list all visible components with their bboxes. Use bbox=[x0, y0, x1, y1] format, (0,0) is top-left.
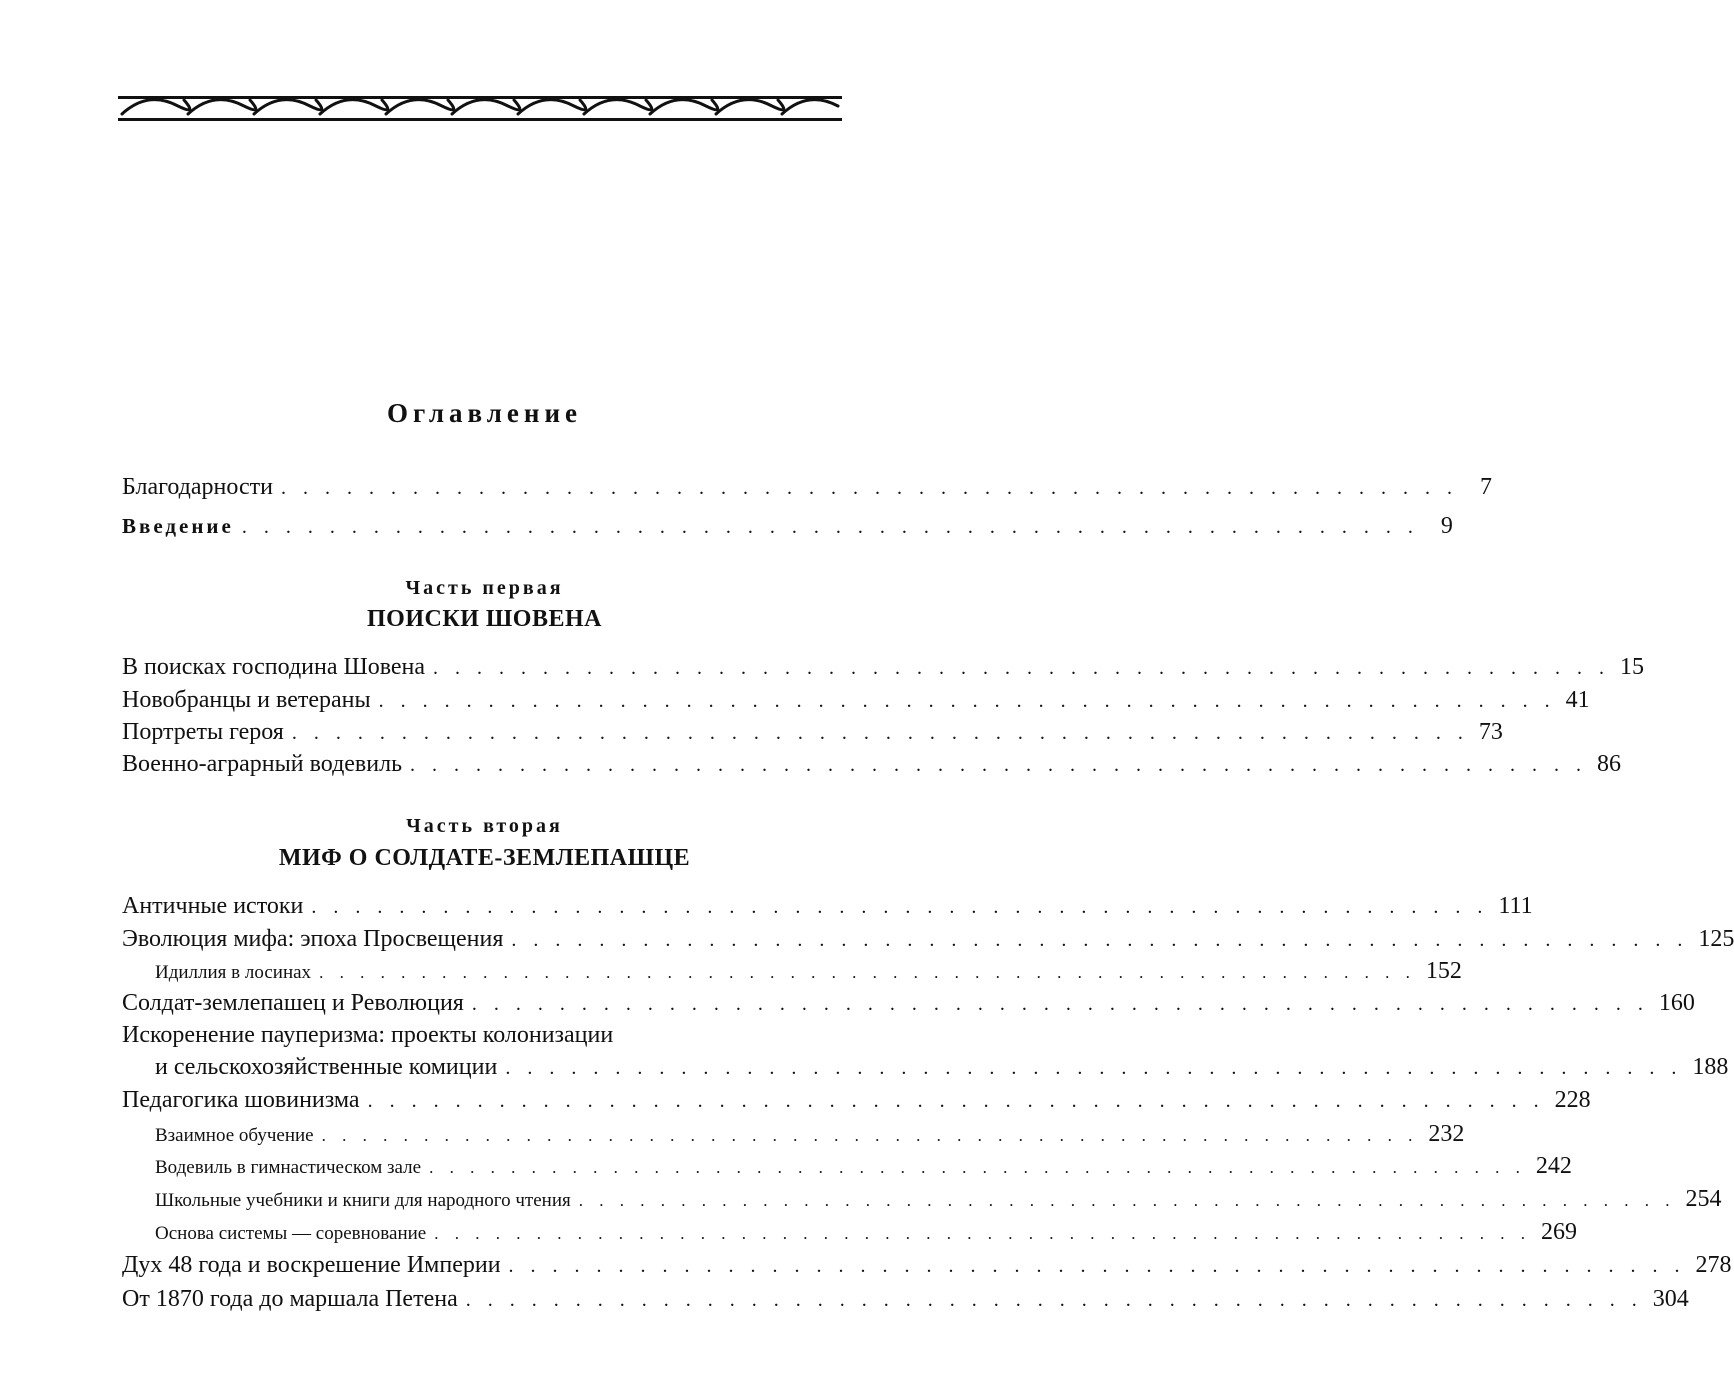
leader-dots: . . . . . . . . . . . . . . . . . . . . . . . . . . . . . . . . . . . . . . . . . . . . . . . . . . . . . . bbox=[280, 477, 1458, 499]
toc-entry[interactable] bbox=[122, 513, 1453, 543]
leader-dots: . . . . . . . . . . . . . . . . . . . . . . . . . . . . . . . . . . . . . . . . . . . . . . . . . . . . . . bbox=[434, 1224, 1531, 1243]
leader-dots: . . . . . . . . . . . . . . . . . . . . . . . . . . . . . . . . . . . . . . . . . . . . . . . . . . . . . . bbox=[410, 754, 1588, 776]
entry-label: Взаимное обучение bbox=[155, 1125, 314, 1146]
part-title: МИФ О СОЛДАТЕ-ЗЕМЛЕПАШЦЕ bbox=[278, 845, 691, 871]
entry-page: 188 bbox=[1692, 1054, 1729, 1080]
entry-label: Эволюция мифа: эпоха Просвещения bbox=[122, 926, 504, 952]
entry-page: 278 bbox=[1695, 1252, 1732, 1278]
toc-subentry[interactable] bbox=[155, 1153, 1572, 1183]
toc-entry-line[interactable]: Искоренение пауперизма: проекты колонизации bbox=[122, 1022, 614, 1048]
leader-dots: . . . . . . . . . . . . . . . . . . . . . . . . . . . . . . . . . . . . . . . . . . . . . . . . . . . . . . bbox=[367, 1090, 1545, 1112]
toc-entry[interactable] bbox=[122, 687, 1590, 717]
entry-label: и сельскохозяйственные комиции bbox=[155, 1054, 498, 1080]
entry-page: 254 bbox=[1685, 1186, 1722, 1212]
toc-entry[interactable] bbox=[122, 1252, 1732, 1282]
leader-dots: . . . . . . . . . . . . . . . . . . . . . . . . . . . . . . . . . . . . . . . . . . . . . . . . . . . . . . bbox=[319, 963, 1416, 982]
part-title: ПОИСКИ ШОВЕНА bbox=[367, 606, 602, 632]
entry-label: Основа системы — соревнование bbox=[155, 1223, 427, 1244]
toc-entry[interactable] bbox=[122, 654, 1645, 684]
toc-entry[interactable] bbox=[122, 751, 1622, 781]
entry-label: Благодарности bbox=[122, 474, 273, 500]
ornament-border bbox=[118, 88, 842, 128]
toc-subentry[interactable] bbox=[155, 1121, 1465, 1151]
part-label: Часть вторая bbox=[406, 815, 563, 837]
entry-label: Военно-аграрный водевиль bbox=[122, 751, 403, 777]
leader-dots: . . . . . . . . . . . . . . . . . . . . . . . . . . . . . . . . . . . . . . . . . . . . . . . . . . . . . . bbox=[378, 690, 1556, 712]
toc-entry[interactable] bbox=[122, 990, 1695, 1020]
entry-page: 15 bbox=[1620, 654, 1645, 680]
leader-dots: . . . . . . . . . . . . . . . . . . . . . . . . . . . . . . . . . . . . . . . . . . . . . . . . . . . . . . bbox=[291, 722, 1469, 744]
leader-dots: . . . . . . . . . . . . . . . . . . . . . . . . . . . . . . . . . . . . . . . . . . . . . . . . . . . . . . bbox=[511, 929, 1689, 951]
entry-page: 73 bbox=[1478, 719, 1503, 745]
leader-dots: . . . . . . . . . . . . . . . . . . . . . . . . . . . . . . . . . . . . . . . . . . . . . . . . . . . . . . bbox=[508, 1255, 1686, 1277]
toc-entry[interactable] bbox=[122, 926, 1734, 956]
toc-entry[interactable] bbox=[122, 1087, 1591, 1117]
entry-label: Идиллия в лосинах bbox=[155, 962, 312, 983]
leader-dots: . . . . . . . . . . . . . . . . . . . . . . . . . . . . . . . . . . . . . . . . . . . . . . . . . . . . . . bbox=[465, 1289, 1643, 1311]
toc-entry[interactable] bbox=[155, 1054, 1729, 1084]
entry-label: Дух 48 года и воскрешение Империи bbox=[122, 1252, 501, 1278]
entry-page: 242 bbox=[1535, 1153, 1572, 1179]
entry-label: В поисках господина Шовена bbox=[122, 654, 426, 680]
leader-dots: . . . . . . . . . . . . . . . . . . . . . . . . . . . . . . . . . . . . . . . . . . . . . . . . . . . . . . bbox=[241, 516, 1419, 538]
entry-page: 232 bbox=[1428, 1121, 1465, 1147]
entry-page: 160 bbox=[1658, 990, 1695, 1016]
entry-page: 7 bbox=[1479, 474, 1492, 500]
entry-page: 152 bbox=[1425, 958, 1462, 984]
leader-dots: . . . . . . . . . . . . . . . . . . . . . . . . . . . . . . . . . . . . . . . . . . . . . . . . . . . . . . bbox=[433, 657, 1611, 679]
toc-subentry[interactable] bbox=[155, 1186, 1722, 1216]
toc-entry[interactable] bbox=[122, 893, 1533, 923]
entry-label: Новобранцы и ветераны bbox=[122, 687, 371, 713]
entry-page: 228 bbox=[1554, 1087, 1591, 1113]
leader-dots: . . . . . . . . . . . . . . . . . . . . . . . . . . . . . . . . . . . . . . . . . . . . . . . . . . . . . . bbox=[505, 1057, 1683, 1079]
toc-entry[interactable] bbox=[122, 1286, 1689, 1316]
entry-page: 86 bbox=[1597, 751, 1622, 777]
leader-dots: . . . . . . . . . . . . . . . . . . . . . . . . . . . . . . . . . . . . . . . . . . . . . . . . . . . . . . bbox=[429, 1158, 1526, 1177]
toc-entry[interactable] bbox=[122, 474, 1492, 504]
entry-page: 111 bbox=[1498, 893, 1533, 919]
entry-label: Введение bbox=[122, 514, 234, 538]
part-label: Часть первая bbox=[405, 577, 564, 599]
entry-page: 9 bbox=[1440, 513, 1453, 539]
toc-title: Оглавление bbox=[387, 398, 582, 428]
entry-label: Античные истоки bbox=[122, 893, 304, 919]
leader-dots: . . . . . . . . . . . . . . . . . . . . . . . . . . . . . . . . . . . . . . . . . . . . . . . . . . . . . . bbox=[321, 1126, 1419, 1145]
entry-label: Водевиль в гимнастическом зале bbox=[155, 1157, 422, 1178]
toc-entry[interactable] bbox=[122, 719, 1503, 749]
entry-page: 41 bbox=[1565, 687, 1590, 713]
entry-label: Портреты героя bbox=[122, 719, 284, 745]
leader-dots: . . . . . . . . . . . . . . . . . . . . . . . . . . . . . . . . . . . . . . . . . . . . . . . . . . . . . . bbox=[471, 993, 1649, 1015]
entry-label: Педагогика шовинизма bbox=[122, 1087, 360, 1113]
leader-dots: . . . . . . . . . . . . . . . . . . . . . . . . . . . . . . . . . . . . . . . . . . . . . . . . . . . . . . bbox=[578, 1191, 1676, 1210]
leader-dots: . . . . . . . . . . . . . . . . . . . . . . . . . . . . . . . . . . . . . . . . . . . . . . . . . . . . . . bbox=[311, 896, 1489, 918]
entry-label: Школьные учебники и книги для народного чтения bbox=[155, 1190, 571, 1211]
toc-subentry[interactable] bbox=[155, 1219, 1577, 1249]
toc-subentry[interactable] bbox=[155, 958, 1462, 988]
entry-page: 125 bbox=[1698, 926, 1734, 952]
entry-label: От 1870 года до маршала Петена bbox=[122, 1286, 458, 1312]
entry-label: Солдат-землепашец и Революция bbox=[122, 990, 464, 1016]
entry-page: 269 bbox=[1540, 1219, 1577, 1245]
entry-page: 304 bbox=[1652, 1286, 1689, 1312]
